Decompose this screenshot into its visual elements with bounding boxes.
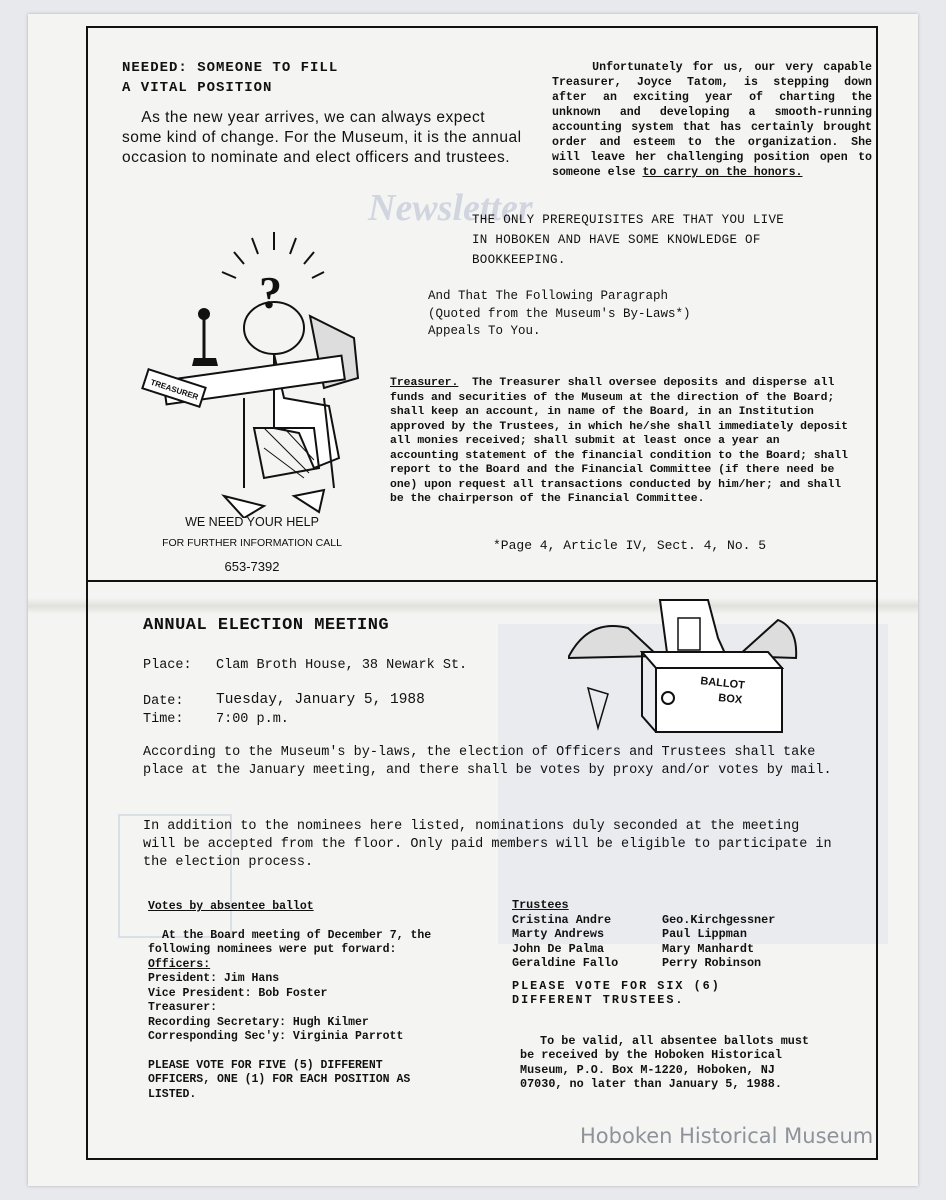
trustees-vote-instruction: PLEASE VOTE FOR SIX (6) DIFFERENT TRUSTEES. [512,978,721,1007]
intro-paragraph: As the new year arrives, we can always expect some kind of change. For the Museum, it is the annual occasion to nominate and elect officers and trustees. [122,109,522,166]
officer-vice-president: Vice President: Bob Foster [148,986,328,1000]
time-label: Time: [143,712,184,727]
treasurer-desk-sign: TREASURER [149,377,200,402]
newsletter-page [28,14,918,1186]
place-label: Place: [143,658,192,673]
help-contact-block [142,512,362,577]
officers-heading: Officers: [148,957,211,971]
info-call-label: FOR FURTHER INFORMATION CALL [162,537,342,549]
trustee-name: Marty Andrews [512,927,605,941]
nominations-paragraph: In addition to the nominees here listed, nominations duly seconded at the meeting will be accepted from the floor. Only paid members will be eligible to participate in the election process. [143,819,832,870]
treasurer-cartoon-illustration [124,228,374,518]
trustee-name: Geo.Kirchgessner [662,912,776,927]
bylaws-intro-text: And That The Following Paragraph (Quoted from the Museum's By-Laws*) Appeals To You. [428,289,691,338]
bleed-through-masthead: Newsletter [368,187,533,229]
date-label: Date: [143,694,184,709]
officer-corresponding-secretary: Corresponding Sec'y: Virginia Parrott [148,1030,404,1043]
treasurer-stepping-down-text: Unfortunately for us, our very capable Treasurer, Joyce Tatom, is stepping down after an exciting year of charting the unknown and developing a smooth-running accounting system that has certainly brought order and esteem to the organization. She will leave her challenging position open to someone else to carry on the honors. [552,61,872,179]
trustees-list [512,913,842,971]
help-heading: WE NEED YOUR HELP [185,515,319,529]
meeting-title: ANNUAL ELECTION MEETING [143,616,390,635]
phone-number: 653-7392 [224,559,280,574]
needed-heading: NEEDED: SOMEONE TO FILL A VITAL POSITION [122,60,339,96]
museum-watermark: Hoboken Historical Museum [580,1124,874,1148]
officer-president: President: Jim Hans [148,972,280,985]
trustees-column [512,898,842,1092]
nominees-intro: At the Board meeting of December 7, the following nominees were put forward: [148,928,432,956]
officers-vote-instruction: PLEASE VOTE FOR FIVE (5) DIFFERENT OFFICERS, ONE (1) FOR EACH POSITION AS LISTED. [148,1058,411,1101]
bylaws-election-paragraph: According to the Museum's by-laws, the election of Officers and Trustees shall take place at the January meeting, and there shall be votes by proxy and/or votes by mail. [143,745,832,778]
ballot-box-illustration [568,598,798,738]
trustee-name: Cristina Andre [512,912,612,927]
trustee-name: Paul Lippman [662,927,747,941]
time-value: 7:00 p.m. [216,712,289,727]
bylaws-citation: *Page 4, Article IV, Sect. 4, No. 5 [493,538,767,553]
trustee-name: John De Palma [512,941,605,956]
trustee-name: Perry Robinson [662,956,762,970]
section-divider [88,580,876,582]
place-value: Clam Broth House, 38 Newark St. [216,658,468,673]
trustee-name: Geraldine Fallo [512,956,619,970]
absentee-ballot-column [148,900,468,1102]
officer-recording-secretary: Recording Secretary: Hugh Kilmer [148,1015,369,1029]
trustees-heading: Trustees [512,898,569,912]
trustee-name: Mary Manhardt [662,941,755,956]
date-value: Tuesday, January 5, 1988 [216,692,425,708]
prerequisites-text: THE ONLY PREREQUISITES ARE THAT YOU LIVE IN HOBOKEN AND HAVE SOME KNOWLEDGE OF BOOKKEEPING. [472,213,785,267]
officer-treasurer: Treasurer: [148,1001,218,1014]
absentee-ballot-heading: Votes by absentee ballot [148,900,314,913]
question-mark-icon: ? [259,267,282,318]
ballot-box-label-2: BOX [717,692,743,707]
ballot-box-label: BALLOT [699,675,746,692]
ballot-validity-notice: To be valid, all absentee ballots must be received by the Hoboken Historical Museum, P.O. Box M-1220, Hoboken, NJ 07030, no later than January 5, 1988. [520,1033,810,1091]
bylaws-quote: Treasurer. The Treasurer shall oversee deposits and disperse all funds and securities of the Museum at the direction of the Board; shall keep an account, in name of the Board, in an Institution approved by the Trustees, in which he/she shall immediately deposit all monies received; shall submit at least once a year an accounting statement of the financial condition to the Board; shall report to the Board and the Financial Committee (if there need be one) upon request all transactions conducted by him/her; and shall be the chairperson of the Financial Committee. [390,377,848,505]
